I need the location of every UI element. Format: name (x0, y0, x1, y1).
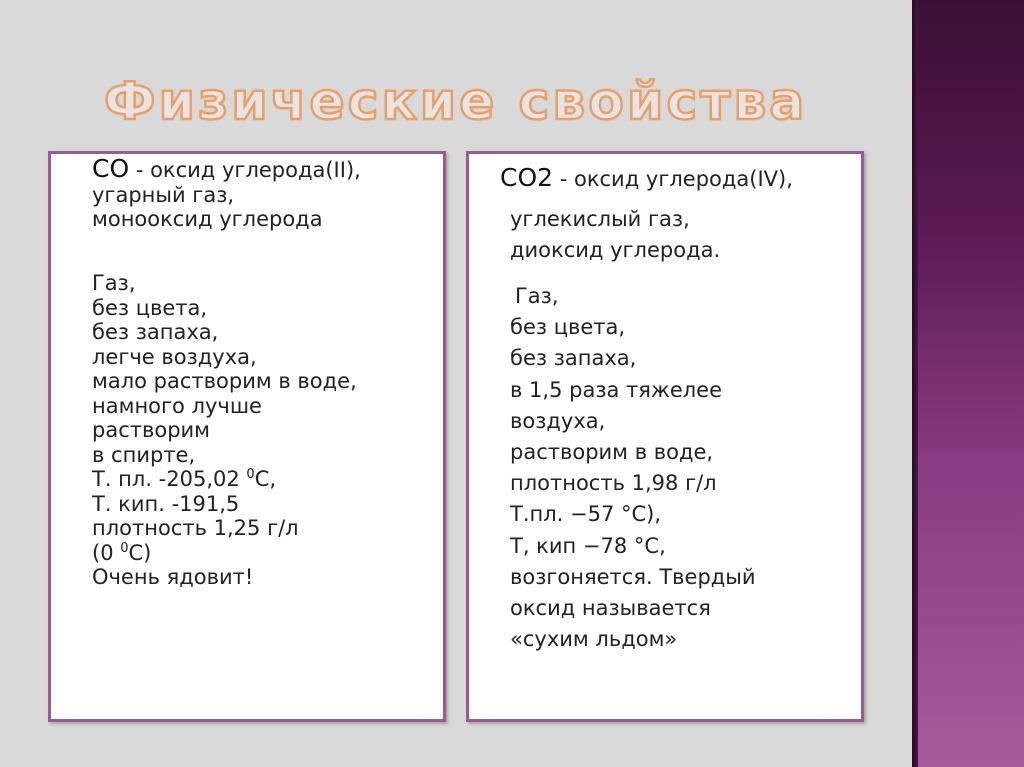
co2-property: воздуха, (510, 408, 606, 433)
decorative-side-band (912, 0, 1024, 767)
co-synonym: угарный газ, (92, 182, 235, 207)
co2-property: без цвета, (510, 315, 626, 340)
co-header (92, 154, 361, 232)
co2-property: растворим в воде, (510, 440, 714, 465)
co-property: растворим (92, 418, 211, 442)
co2-properties (510, 281, 756, 655)
co-synonym: монооксид углерода (92, 207, 323, 231)
co2-property: плотность 1,98 г/л (510, 471, 717, 496)
slide-title: Физические свойства (104, 72, 808, 132)
co-density-condition: (0 $^0$С) (92, 540, 152, 565)
co2-formula: CO2 (500, 163, 554, 192)
co-formula: CO (92, 154, 130, 183)
co2-property: возгоняется. Твердый (510, 564, 756, 589)
co-property: мало растворим в воде, (92, 369, 357, 393)
co2-property: «сухим льдом» (510, 627, 678, 652)
co-name: - оксид углерода(II), (129, 158, 361, 182)
co-toxicity: Очень ядовит! (92, 565, 254, 589)
co-property: Т. кип. -191,5 (92, 491, 240, 516)
co-property: в спирте, (92, 442, 196, 467)
co-melting-point: Т. пл. -205,02 $^0$С, (92, 467, 277, 491)
co2-property: Газ, (515, 284, 559, 308)
co-properties (92, 271, 357, 590)
co2-synonym: диоксид углерода. (510, 238, 721, 262)
co2-property: без запаха, (510, 346, 637, 371)
co-property: намного лучше (92, 393, 262, 418)
co2-property: в 1,5 раза тяжелее (510, 377, 722, 402)
co-property: без запаха, (92, 320, 219, 344)
co2-synonyms (510, 204, 720, 266)
co-property: плотность 1,25 г/л (92, 516, 299, 540)
co2-header (500, 163, 793, 192)
co2-property: оксид называется (510, 596, 711, 621)
co-property: без цвета, (92, 295, 208, 320)
co2-name: - оксид углерода(IV), (553, 167, 793, 191)
co2-property: Т, кип −78 °C, (510, 533, 666, 558)
co-property: легче воздуха, (92, 344, 257, 369)
co-property: Газ, (92, 271, 136, 295)
co2-property: Т.пл. −57 °C), (510, 502, 662, 527)
co2-synonym: углекислый газ, (510, 207, 690, 231)
